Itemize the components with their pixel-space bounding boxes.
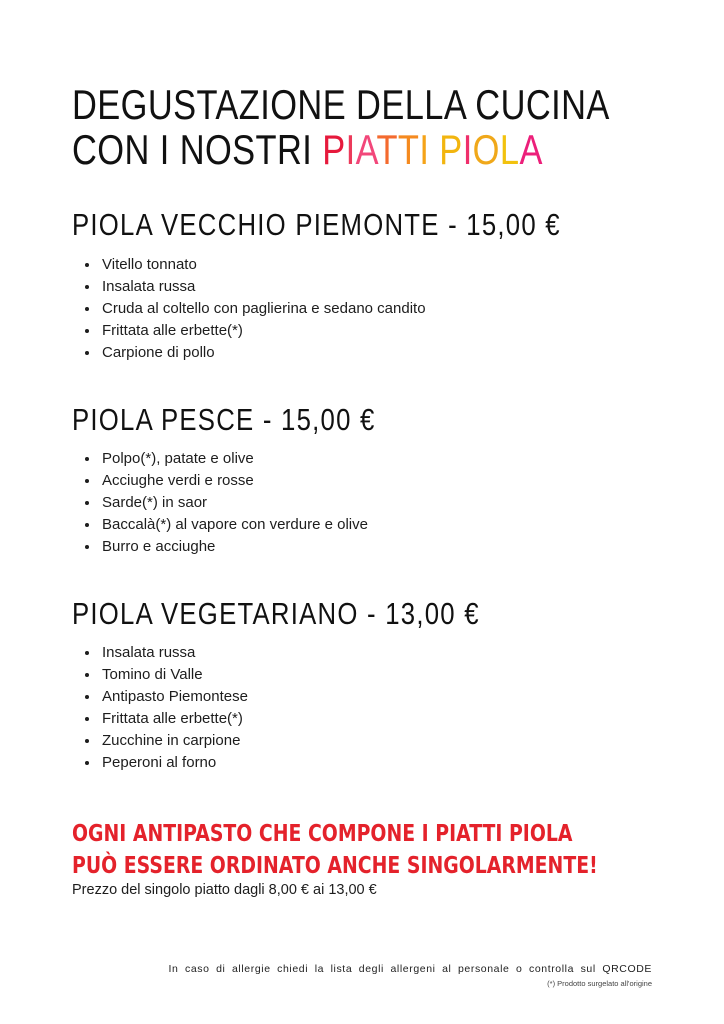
list-item: • Peperoni al forno	[100, 752, 248, 774]
list-item: • Burro e acciughe	[100, 536, 368, 558]
highlight-letter: I	[345, 126, 356, 173]
section-title-vecchio-piemonte: PIOLA VECCHIO PIEMONTE - 15,00 €	[72, 207, 561, 242]
title-line-2	[72, 127, 610, 172]
promo-line-1: OGNI ANTIPASTO CHE COMPONE I PIATTI PIOLA	[72, 821, 573, 847]
section-title-pesce: PIOLA PESCE - 15,00 €	[72, 402, 376, 437]
list-item: • Tomino di Valle	[100, 664, 248, 686]
promo-banner	[72, 818, 598, 882]
highlight-letter: I	[462, 126, 473, 173]
list-item: • Carpione di pollo	[100, 342, 426, 364]
list-item: • Cruda al coltello con paglierina e sedano candito	[100, 298, 426, 320]
highlight-letter: L	[499, 126, 520, 173]
highlight-letter: T	[376, 126, 398, 173]
list-vecchio-piemonte	[80, 254, 426, 364]
list-item: • Acciughe verdi e rosse	[100, 470, 368, 492]
highlight-letter	[429, 126, 439, 173]
list-item: • Antipasto Piemontese	[100, 686, 248, 708]
section-title-vegetariano: PIOLA VEGETARIANO - 13,00 €	[72, 596, 480, 631]
highlight-letter: T	[397, 126, 420, 173]
list-item: • Vitello tonnato	[100, 254, 426, 276]
list-item: • Insalata russa	[100, 276, 426, 298]
list-item: • Sarde(*) in saor	[100, 492, 368, 514]
highlight-letter: A	[519, 126, 543, 173]
highlight-letter: O	[472, 126, 500, 173]
highlight-letter: I	[419, 126, 430, 173]
highlight-letter: A	[355, 126, 377, 173]
menu-title	[72, 82, 610, 172]
list-item: • Frittata alle erbette(*)	[100, 320, 426, 342]
colorful-piatti-piola	[322, 126, 543, 173]
title-line-1: DEGUSTAZIONE DELLA CUCINA	[72, 81, 610, 128]
list-vegetariano	[80, 642, 248, 774]
highlight-letter: P	[322, 126, 346, 173]
list-item: • Baccalà(*) al vapore con verdure e olive	[100, 514, 368, 536]
list-item: • Zucchine in carpione	[100, 730, 248, 752]
list-pesce	[80, 448, 368, 558]
list-item: • Insalata russa	[100, 642, 248, 664]
title-prefix: CON I NOSTRI	[72, 126, 323, 173]
promo-line-2: PUÒ ESSERE ORDINATO ANCHE SINGOLARMENTE!	[72, 853, 598, 879]
highlight-letter: P	[439, 126, 463, 173]
list-item: • Frittata alle erbette(*)	[100, 708, 248, 730]
frozen-product-note: (*) Prodotto surgelato all'origine	[547, 979, 652, 988]
allergy-note: In caso di allergie chiedi la lista degli allergeni al personale o controlla sul QRCODE	[168, 963, 652, 975]
list-item: • Polpo(*), patate e olive	[100, 448, 368, 470]
single-dish-price-note: Prezzo del singolo piatto dagli 8,00 € ai 13,00 €	[72, 882, 377, 898]
